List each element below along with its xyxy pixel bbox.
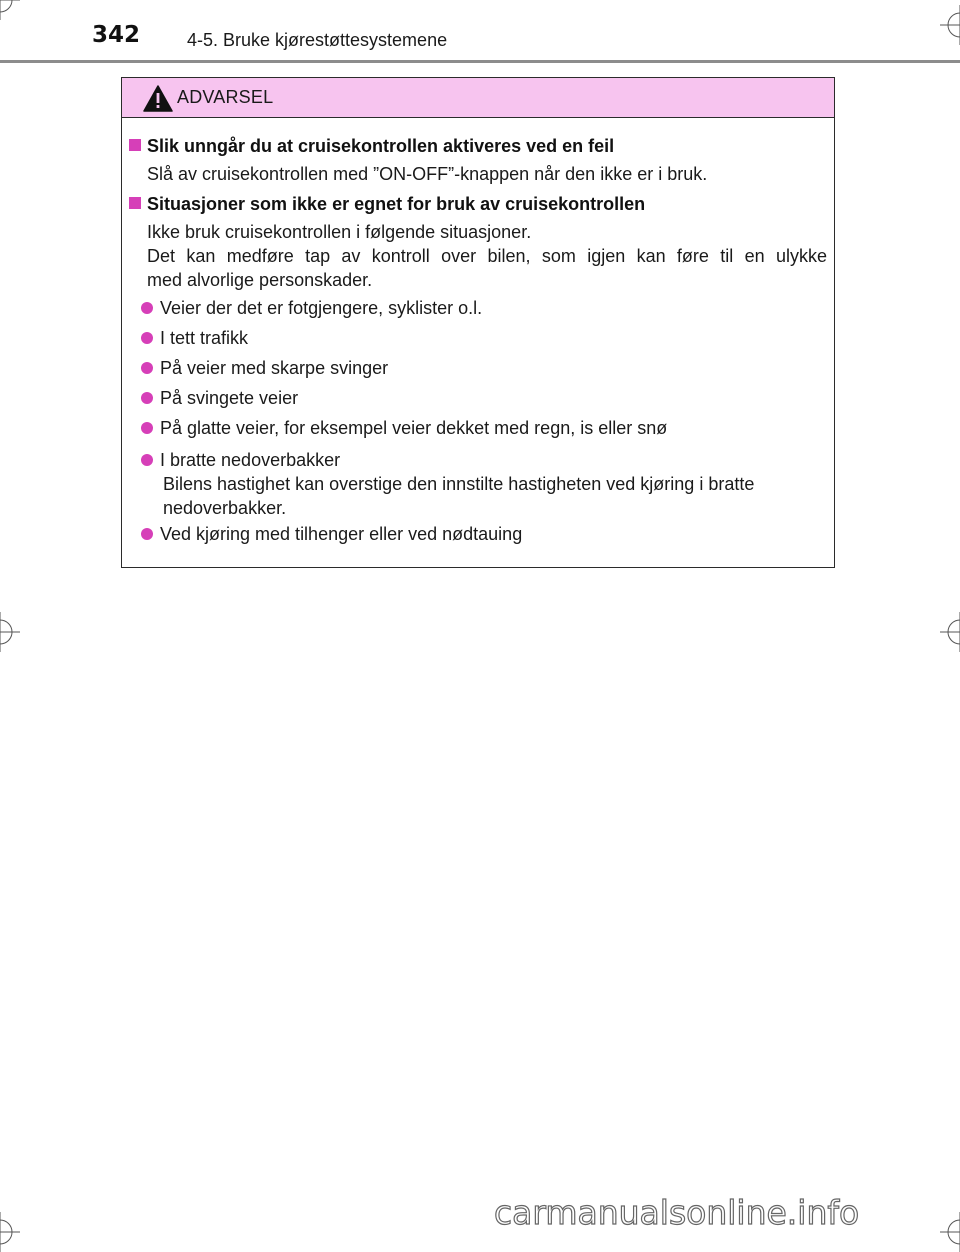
- warning-triangle-icon: [143, 85, 173, 112]
- list-item: Veier der det er fotgjengere, syklister o.l.: [141, 296, 831, 320]
- square-bullet-icon: [129, 139, 141, 151]
- crop-mark-icon: [0, 612, 20, 652]
- crop-mark-icon: [0, 1212, 20, 1252]
- round-bullet-icon: [141, 302, 153, 314]
- round-bullet-icon: [141, 392, 153, 404]
- list-item: På svingete veier: [141, 386, 831, 410]
- square-bullet-icon: [129, 197, 141, 209]
- list-item: I bratte nedoverbakker Bilens hastighet kan overstige den innstilte hastigheten ved kjøring i bratte nedoverbakker.: [141, 448, 831, 520]
- list-item: På veier med skarpe svinger: [141, 356, 831, 380]
- section-heading: Situasjoner som ikke er egnet for bruk av cruisekontrollen: [129, 192, 645, 216]
- header-divider: [0, 60, 960, 63]
- list-item: Ved kjøring med tilhenger eller ved nødtauing: [141, 522, 831, 546]
- section-heading: Slik unngår du at cruisekontrollen aktiveres ved en feil: [129, 134, 614, 158]
- warning-header: [122, 78, 834, 118]
- section-text: Ikke bruk cruisekontrollen i følgende situasjoner. Det kan medføre tap av kontroll over bilen, som igjen kan føre til en ulykke med alvorlige personskader.: [147, 222, 827, 290]
- svg-text:carmanualsonline.info: carmanualsonline.info: [494, 1193, 860, 1232]
- page-number: 342: [92, 22, 141, 48]
- section-title: 4-5. Bruke kjørestøttesystemene: [187, 30, 448, 50]
- round-bullet-icon: [141, 422, 153, 434]
- list-item: På glatte veier, for eksempel veier dekket med regn, is eller snø: [141, 416, 831, 440]
- round-bullet-icon: [141, 528, 153, 540]
- crop-mark-icon: [940, 612, 960, 652]
- list-item: I tett trafikk: [141, 326, 831, 350]
- round-bullet-icon: [141, 362, 153, 374]
- page-header: [0, 0, 960, 64]
- section-text: Slå av cruisekontrollen med ”ON-OFF”-knappen når den ikke er i bruk.: [147, 164, 708, 184]
- crop-mark-icon: [940, 1212, 960, 1252]
- round-bullet-icon: [141, 454, 153, 466]
- warning-title: ADVARSEL: [177, 87, 274, 107]
- watermark: [494, 1190, 904, 1234]
- warning-box: [121, 77, 835, 568]
- round-bullet-icon: [141, 332, 153, 344]
